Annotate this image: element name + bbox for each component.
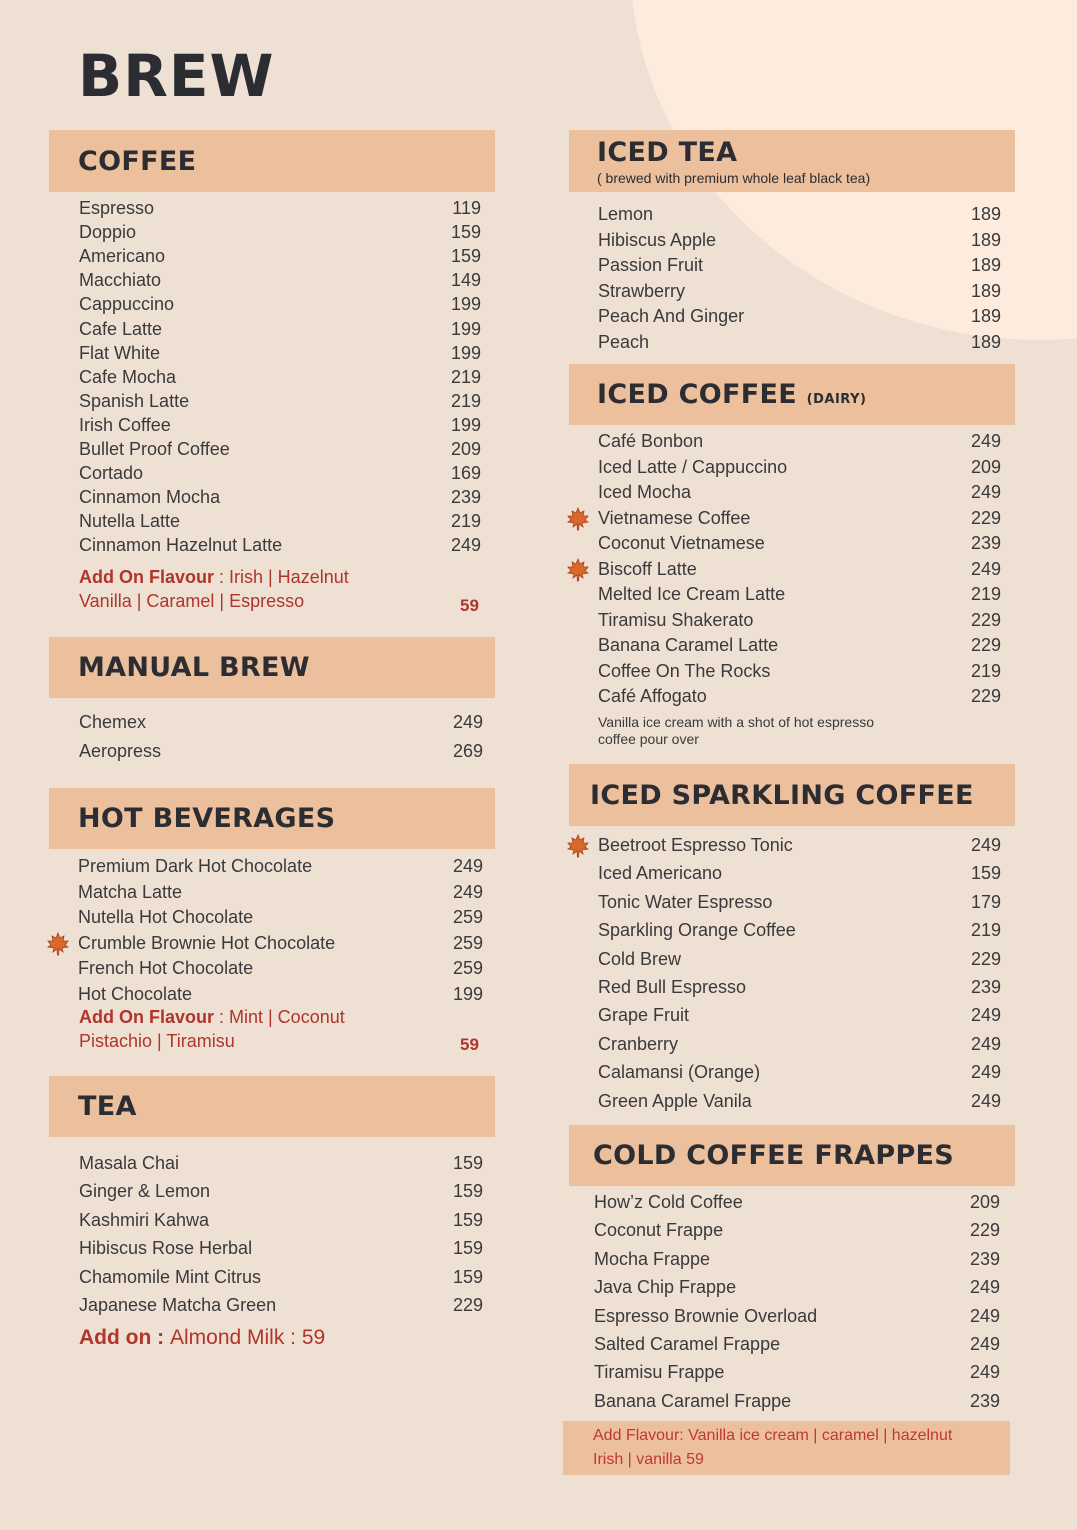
menu-item [79,222,481,244]
item-price: 259 [452,958,483,979]
menu-item [594,1362,1000,1384]
menu-item [598,863,1001,885]
item-name: How’z Cold Coffee [594,1192,743,1212]
menu-item [594,1192,1000,1214]
section-subtitle: ( brewed with premium whole leaf black tea) [597,169,871,186]
item-name: Coconut Vietnamese [598,533,765,553]
item-name: Vietnamese Coffee [598,507,751,528]
menu-item [598,635,1001,657]
item-name: Americano [79,246,166,267]
addon-flavour [79,565,349,613]
addon-options: : Irish | Hazelnut [214,567,349,587]
section-header [49,788,495,849]
menu-item [598,977,1001,999]
menu-item [598,559,1001,581]
item-name: Peach And Ginger [598,306,745,327]
addon-label: Add On Flavour [79,1007,214,1027]
item-price: 159 [452,1209,483,1230]
addon-label: Add on : [79,1326,170,1349]
item-price: 219 [970,584,1001,604]
menu-item [598,1005,1001,1027]
menu-item [598,584,1001,606]
menu-item [79,415,481,437]
note-line-1: Vanilla ice cream with a shot of hot espresso [598,714,874,730]
item-price: 219 [970,920,1001,941]
item-name: Nutella Hot Chocolate [78,907,254,928]
item-price: 219 [450,366,481,387]
item-price: 159 [452,1181,483,1202]
menu-item [79,367,481,389]
item-price: 249 [970,1033,1001,1054]
menu-item [598,533,1001,555]
item-price: 249 [970,1005,1001,1026]
item-price: 249 [969,1334,1000,1354]
item-name: Espresso [79,198,155,218]
addon-price: 59 [460,1035,479,1054]
maple-leaf-icon [566,834,590,858]
item-name: Iced Latte / Cappuccino [598,456,788,477]
menu-item [79,319,481,341]
section-header [569,364,1015,425]
item-name: Tiramisu Shakerato [598,609,754,630]
item-price: 249 [970,431,1001,451]
menu-item [598,1034,1001,1056]
menu-item [79,1267,483,1289]
menu-item [598,1091,1001,1113]
section-tea [49,1076,495,1349]
item-name: Iced Mocha [598,482,692,502]
item-price: 229 [970,507,1001,528]
item-name: Café Bonbon [598,431,704,451]
menu-item [598,204,1001,226]
addon-price: 59 [460,596,479,615]
brand-title: BREW [78,42,275,110]
menu-item [598,306,1001,328]
item-name: Melted Ice Cream Latte [598,584,786,604]
item-price: 249 [452,712,483,732]
item-name: Doppio [79,222,137,243]
item-price: 179 [970,891,1001,912]
menu-item [598,661,1001,683]
item-name: Cafe Mocha [79,366,177,387]
item-name: Hibiscus Rose Herbal [79,1238,253,1259]
section-frappes [569,1125,1015,1418]
menu-item [79,439,481,461]
menu-item [79,1295,483,1317]
menu-item [79,487,481,509]
item-name: Beetroot Espresso Tonic [598,835,793,855]
menu-item [598,281,1001,303]
item-price: 229 [452,1295,483,1315]
item-price: 249 [969,1277,1000,1298]
item-name: Café Affogato [598,686,707,706]
section-title: ICED SPARKLING COFFEE [590,779,974,811]
section-title: ICED TEA [597,136,738,168]
item-price: 119 [452,198,481,218]
item-price: 229 [970,635,1001,655]
item-name: Japanese Matcha Green [79,1295,277,1315]
menu-item [594,1306,1000,1328]
item-name: Cinnamon Hazelnut Latte [79,535,283,556]
section-iced-sparkling [569,764,1015,1116]
menu-item [79,343,481,365]
menu-item [79,1153,483,1175]
section-title: TEA [78,1091,137,1122]
section-manual-brew [49,637,495,768]
section-title [597,379,866,410]
item-price: 159 [450,246,481,267]
affogato-note [598,714,874,748]
item-name: Mocha Frappe [594,1248,711,1269]
item-list [598,425,1001,707]
addon-almond-milk [79,1326,325,1350]
item-price: 239 [970,977,1001,997]
item-price: 189 [970,332,1001,352]
item-price: 249 [970,835,1001,855]
item-price: 249 [970,558,1001,579]
item-name: Macchiato [79,270,162,291]
menu-item [79,712,483,734]
item-price: 239 [969,1390,1000,1411]
menu-item [598,835,1001,857]
section-iced-coffee [569,364,1015,747]
item-price: 189 [970,280,1001,301]
item-name: Cranberry [598,1033,679,1054]
item-name: Spanish Latte [79,390,190,411]
item-price: 189 [970,306,1001,327]
item-name: Hibiscus Apple [598,229,717,250]
item-list [598,826,1001,1116]
item-name: Cafe Latte [79,318,163,339]
menu-item [598,610,1001,632]
section-header [569,130,1015,192]
section-header [569,1125,1015,1186]
section-title: COLD COFFEE FRAPPES [593,1140,955,1171]
menu-item [79,1210,483,1232]
item-price: 209 [969,1192,1000,1212]
item-price: 249 [970,1062,1001,1083]
item-name: Cappuccino [79,294,175,315]
frappe-add-flavour [563,1421,1010,1475]
item-name: Crumble Brownie Hot Chocolate [78,932,336,953]
menu-item [78,984,483,1006]
menu-item [79,1181,483,1203]
item-price: 209 [970,456,1001,477]
item-name: Coconut Frappe [594,1220,724,1241]
item-price: 229 [970,609,1001,630]
item-price: 149 [450,270,481,291]
item-name: Chamomile Mint Citrus [79,1266,262,1287]
item-price: 229 [970,948,1001,969]
item-name: Tonic Water Espresso [598,891,773,912]
item-price: 189 [970,204,1001,224]
item-name: Strawberry [598,280,686,301]
addon-options: Almond Milk : 59 [169,1326,326,1349]
addon-options-2: Pistachio | Tiramisu [79,1031,235,1051]
item-price: 249 [450,535,481,556]
item-price: 239 [969,1248,1000,1269]
item-name: Cortado [79,463,144,484]
item-name: Masala Chai [79,1153,180,1173]
menu-item [79,511,481,533]
item-name: Coffee On The Rocks [598,660,771,681]
item-price: 249 [969,1362,1000,1383]
section-header [569,764,1015,826]
item-name: Passion Fruit [598,255,704,276]
menu-item [598,686,1001,708]
item-name: Peach [598,332,650,352]
item-name: Sparkling Orange Coffee [598,920,796,941]
menu-item [79,535,481,557]
section-header [49,1076,495,1137]
section-header [49,130,495,192]
item-price: 199 [450,414,481,435]
menu-item [598,482,1001,504]
addon-flavour [79,1005,345,1053]
add-flavour-line-2: Irish | vanilla 59 [593,1451,704,1468]
item-price: 249 [970,482,1001,502]
item-name: Aeropress [79,740,162,761]
maple-leaf-icon [46,932,70,956]
item-price: 249 [970,1090,1001,1111]
item-name: Nutella Latte [79,511,181,532]
item-price: 249 [452,881,483,902]
menu-item [78,958,483,980]
menu-item [594,1391,1000,1413]
menu-item [79,198,481,220]
item-name: Flat White [79,342,161,363]
item-name: Calamansi (Orange) [598,1062,761,1083]
menu-item [594,1249,1000,1271]
maple-leaf-icon [566,507,590,531]
menu-item [79,463,481,485]
item-price: 189 [970,255,1001,276]
item-name: Kashmiri Kahwa [79,1209,210,1230]
item-price: 219 [450,390,481,411]
item-name: Bullet Proof Coffee [79,439,230,459]
item-price: 249 [452,856,483,876]
item-name: Hot Chocolate [78,984,193,1004]
item-price: 269 [452,740,483,761]
item-name: Ginger & Lemon [79,1181,211,1202]
section-title: HOT BEVERAGES [78,803,336,834]
item-name: Irish Coffee [79,414,171,435]
menu-item [598,255,1001,277]
item-price: 199 [450,318,481,339]
addon-options: : Mint | Coconut [214,1007,345,1027]
menu-item [598,457,1001,479]
item-name: Chemex [79,712,147,732]
item-name: Salted Caramel Frappe [594,1334,781,1354]
item-price: 169 [450,463,481,484]
menu-item [598,920,1001,942]
item-name: French Hot Chocolate [78,958,254,979]
menu-item [78,933,483,955]
item-list [79,192,481,562]
item-name: Iced Americano [598,863,723,884]
item-price: 209 [450,439,481,459]
item-name: Matcha Latte [78,881,183,902]
add-flavour-line-1: Add Flavour: Vanilla ice cream | caramel | hazelnut [593,1427,953,1444]
item-name: Lemon [598,204,654,224]
item-name: Cold Brew [598,948,682,969]
item-price: 189 [970,229,1001,250]
title-tag: (DAIRY) [806,392,867,407]
menu-item [598,230,1001,252]
menu-item [79,1238,483,1260]
item-name: Cinnamon Mocha [79,487,221,508]
section-header [49,637,495,698]
item-price: 159 [970,863,1001,884]
menu-item [79,391,481,413]
menu-item [598,332,1001,354]
item-price: 159 [450,222,481,243]
title-text: ICED COFFEE [597,379,797,410]
item-name: Green Apple Vanila [598,1090,752,1111]
menu-item [79,294,481,316]
item-price: 219 [450,511,481,532]
menu-item [598,508,1001,530]
item-list [594,1186,1000,1418]
item-price: 199 [452,984,483,1004]
menu-item [594,1277,1000,1299]
item-name: Premium Dark Hot Chocolate [78,856,313,876]
section-iced-tea [569,130,1015,352]
item-list [598,192,1001,352]
item-name: Red Bull Espresso [598,977,747,997]
menu-item [78,882,483,904]
item-list [79,1137,483,1317]
section-title: MANUAL BREW [78,652,310,683]
item-name: Banana Caramel Latte [598,635,779,655]
menu-item [78,907,483,929]
item-name: Espresso Brownie Overload [594,1305,818,1326]
item-price: 229 [970,686,1001,706]
item-name: Java Chip Frappe [594,1277,737,1298]
section-hot-beverages [49,788,495,1054]
item-name: Grape Fruit [598,1005,690,1026]
menu-item [79,246,481,268]
item-price: 229 [969,1220,1000,1241]
menu-item [79,741,483,763]
menu-item [594,1220,1000,1242]
item-price: 239 [970,533,1001,553]
addon-label: Add On Flavour [79,567,214,587]
item-price: 239 [450,487,481,508]
section-title: COFFEE [78,145,197,177]
menu-item [598,1062,1001,1084]
item-list [79,698,483,768]
item-price: 249 [969,1305,1000,1326]
item-price: 159 [452,1238,483,1259]
menu-item [79,270,481,292]
item-price: 159 [452,1266,483,1287]
note-line-2: coffee pour over [598,731,699,747]
menu-item [594,1334,1000,1356]
item-price: 159 [452,1153,483,1173]
menu-item [598,949,1001,971]
item-list [78,849,483,1009]
menu-item [78,856,483,878]
menu-item [598,892,1001,914]
item-price: 199 [450,342,481,363]
section-coffee [49,130,495,615]
item-price: 199 [450,294,481,315]
item-price: 219 [970,660,1001,681]
addon-options-2: Vanilla | Caramel | Espresso [79,591,305,611]
maple-leaf-icon [566,558,590,582]
item-price: 259 [452,907,483,928]
item-price: 259 [452,932,483,953]
item-name: Banana Caramel Frappe [594,1390,792,1411]
item-name: Tiramisu Frappe [594,1362,725,1383]
item-name: Biscoff Latte [598,558,697,579]
menu-item [598,431,1001,453]
